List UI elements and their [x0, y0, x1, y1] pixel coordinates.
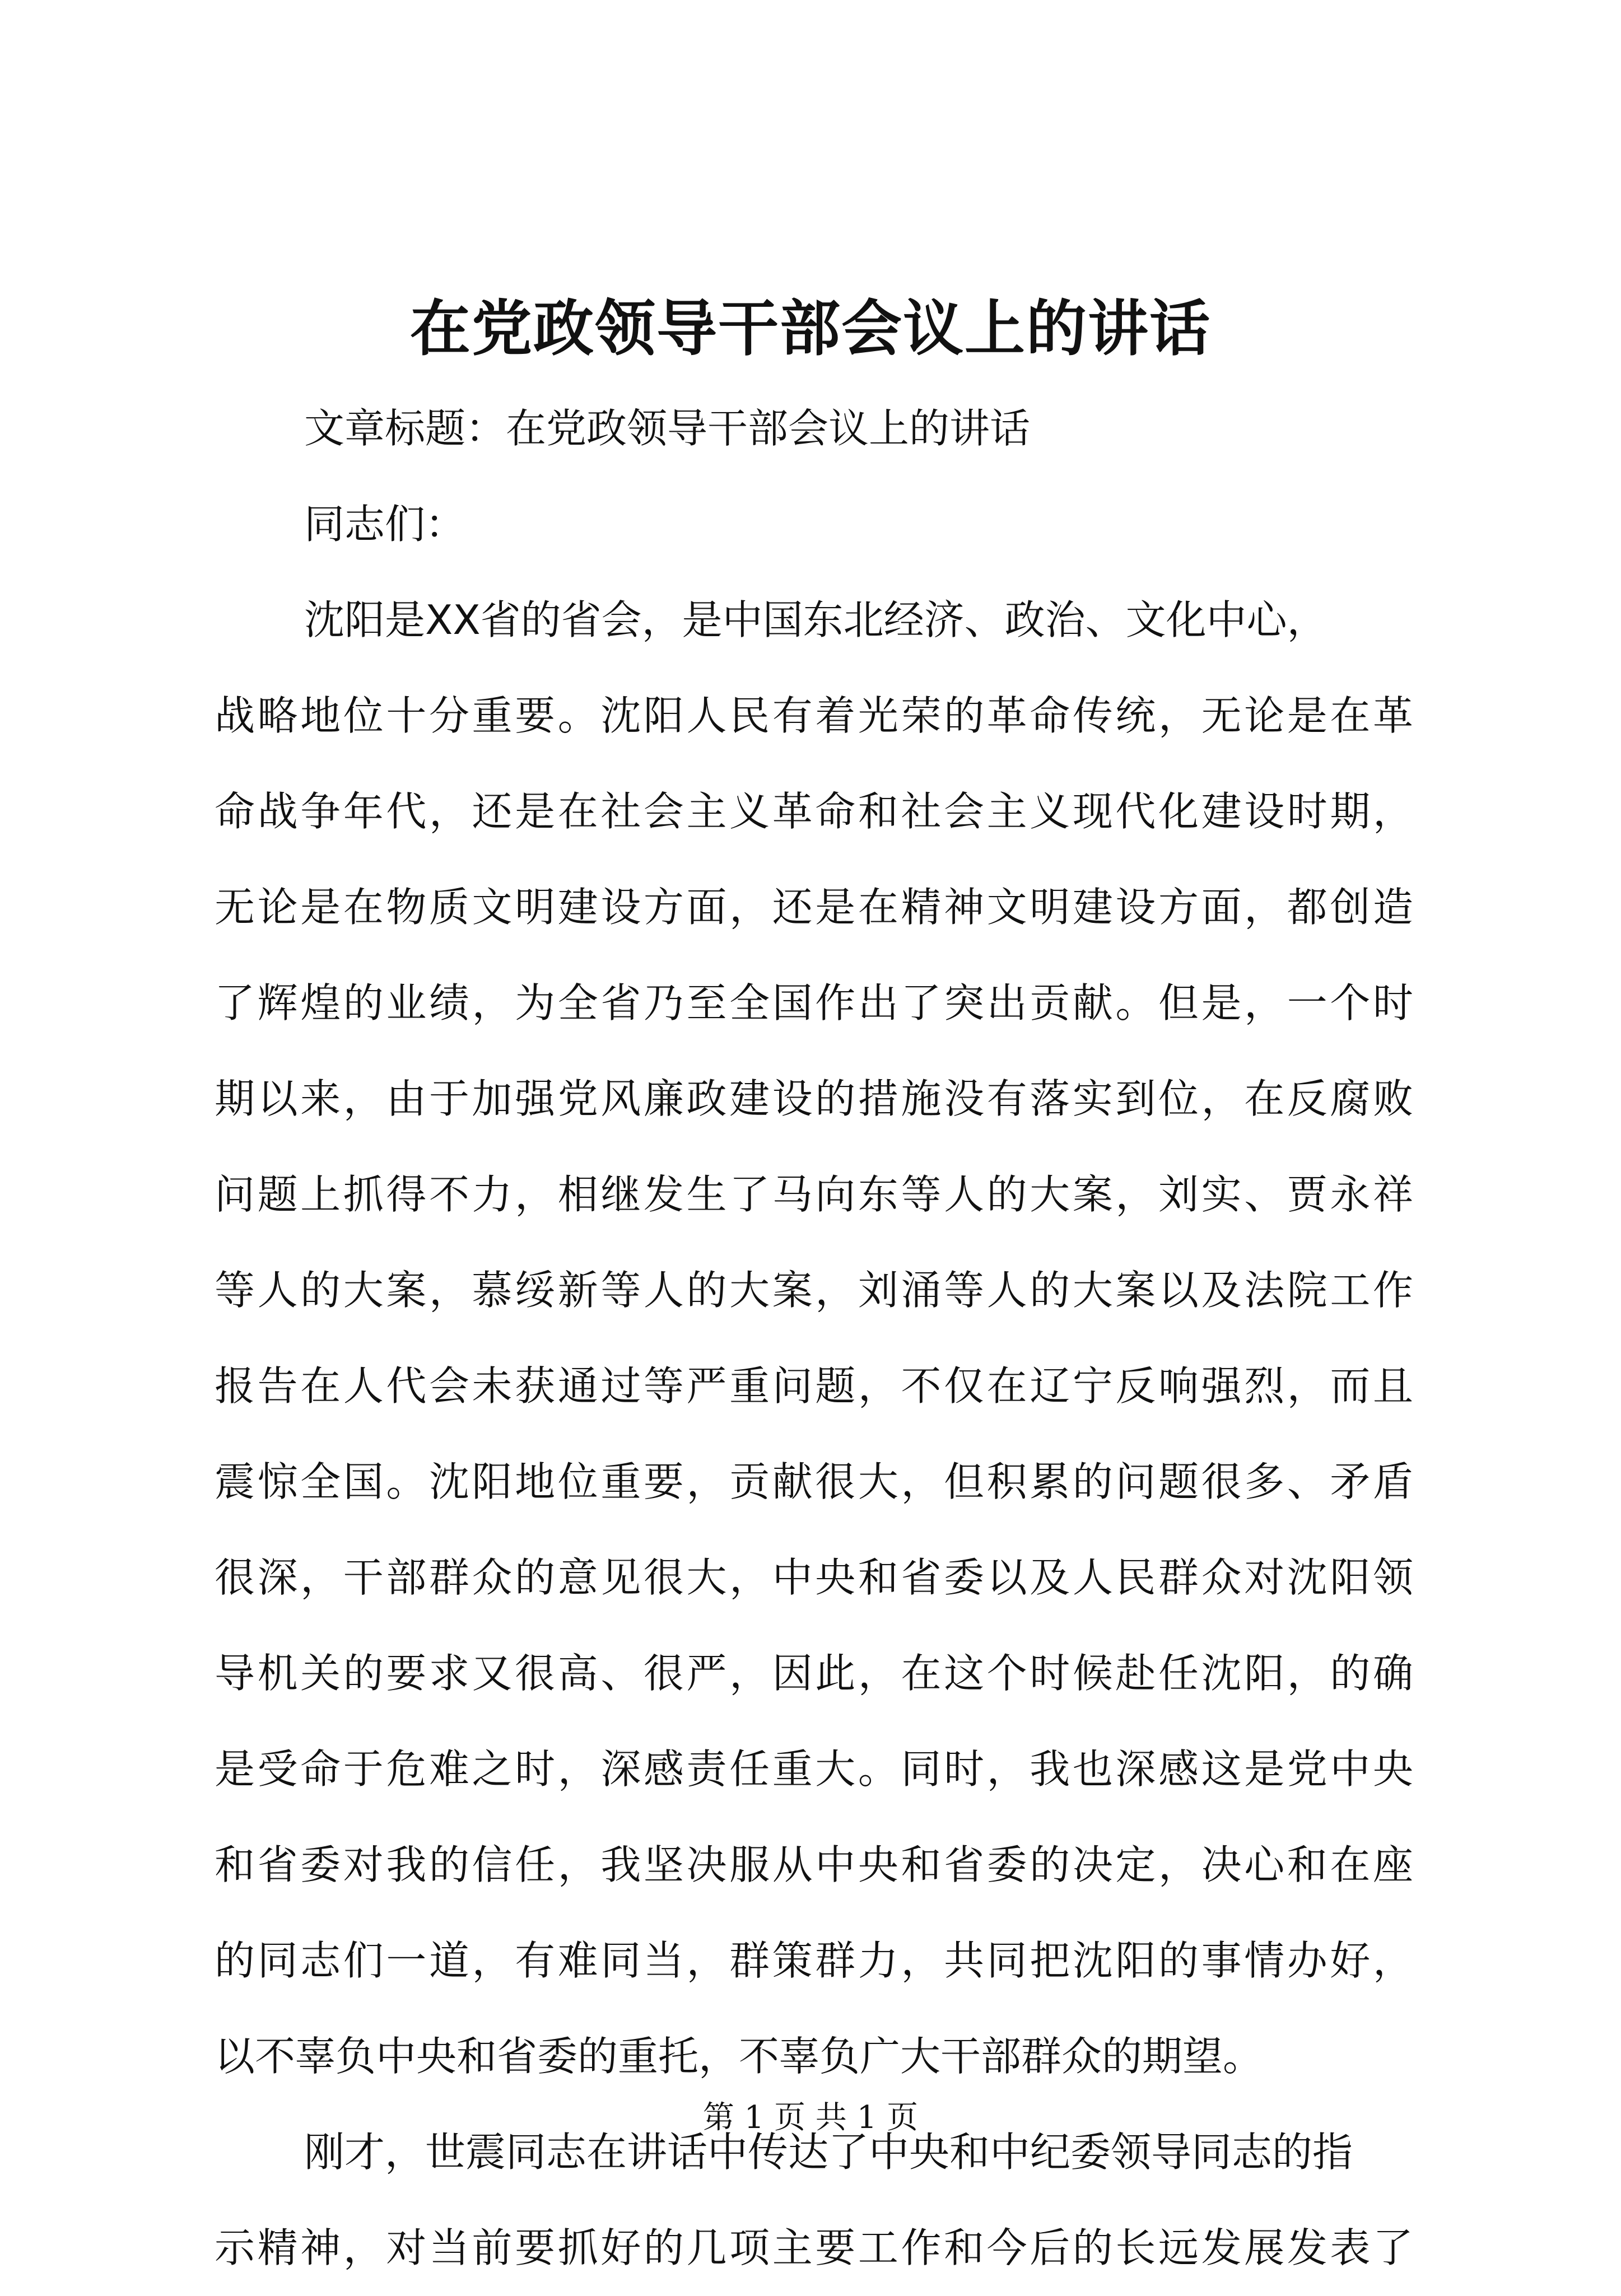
paragraph-line: 无论是在物质文明建设方面，还是在精神文明建设方面，都创造: [215, 884, 1413, 931]
paragraph-line: 很深，干部群众的意见很大，中央和省委以及人民群众对沈阳领: [215, 1554, 1413, 1601]
paragraph-line: 和省委对我的信任，我坚决服从中央和省委的决定，决心和在座: [215, 1841, 1413, 1888]
header-line: 文章标题：在党政领导干部会议上的讲话: [304, 405, 1031, 452]
paragraph-line: 以不辜负中央和省委的重托，不辜负广大干部群众的期望。: [215, 2033, 1264, 2080]
paragraph-line: 示精神，对当前要抓好的几项主要工作和今后的长远发展发表了: [215, 2224, 1413, 2271]
greeting-line: 同志们：: [304, 501, 466, 548]
paragraph-line: 期以来，由于加强党风廉政建设的措施没有落实到位，在反腐败: [215, 1075, 1413, 1122]
paragraph-line: 问题上抓得不力，相继发生了马向东等人的大案，刘实、贾永祥: [215, 1171, 1413, 1218]
paragraph-line: 震惊全国。沈阳地位重要，贡献很大，但积累的问题很多、矛盾: [215, 1458, 1413, 1505]
paragraph-line: 是受命于危难之时，深感责任重大。同时，我也深感这是党中央: [215, 1746, 1413, 1793]
paragraph-line: 导机关的要求又很高、很严，因此，在这个时候赴任沈阳，的确: [215, 1650, 1413, 1697]
paragraph-line: 沈阳是XX省的省会，是中国东北经济、政治、文化中心，: [304, 596, 1327, 643]
page-footer: 第 1 页 共 1 页: [702, 2099, 919, 2136]
document-body: [215, 381, 1413, 2296]
paragraph-line: 了辉煌的业绩，为全省乃至全国作出了突出贡献。但是，一个时: [215, 979, 1413, 1026]
paragraph-line: 的同志们一道，有难同当，群策群力，共同把沈阳的事情办好，: [215, 1937, 1413, 1984]
paragraph-line: 刚才，世震同志在讲话中传达了中央和中纪委领导同志的指: [304, 2129, 1353, 2176]
paragraph-line: 等人的大案，慕绥新等人的大案，刘涌等人的大案以及法院工作: [215, 1267, 1413, 1314]
paragraph-line: 报告在人代会未获通过等严重问题，不仅在辽宁反响强烈，而且: [215, 1362, 1413, 1410]
paragraph-line: 战略地位十分重要。沈阳人民有着光荣的革命传统，无论是在革: [215, 692, 1413, 739]
document-title: 在党政领导干部会议上的讲话: [409, 293, 1211, 364]
paragraph-line: 命战争年代，还是在社会主义革命和社会主义现代化建设时期，: [215, 788, 1413, 835]
